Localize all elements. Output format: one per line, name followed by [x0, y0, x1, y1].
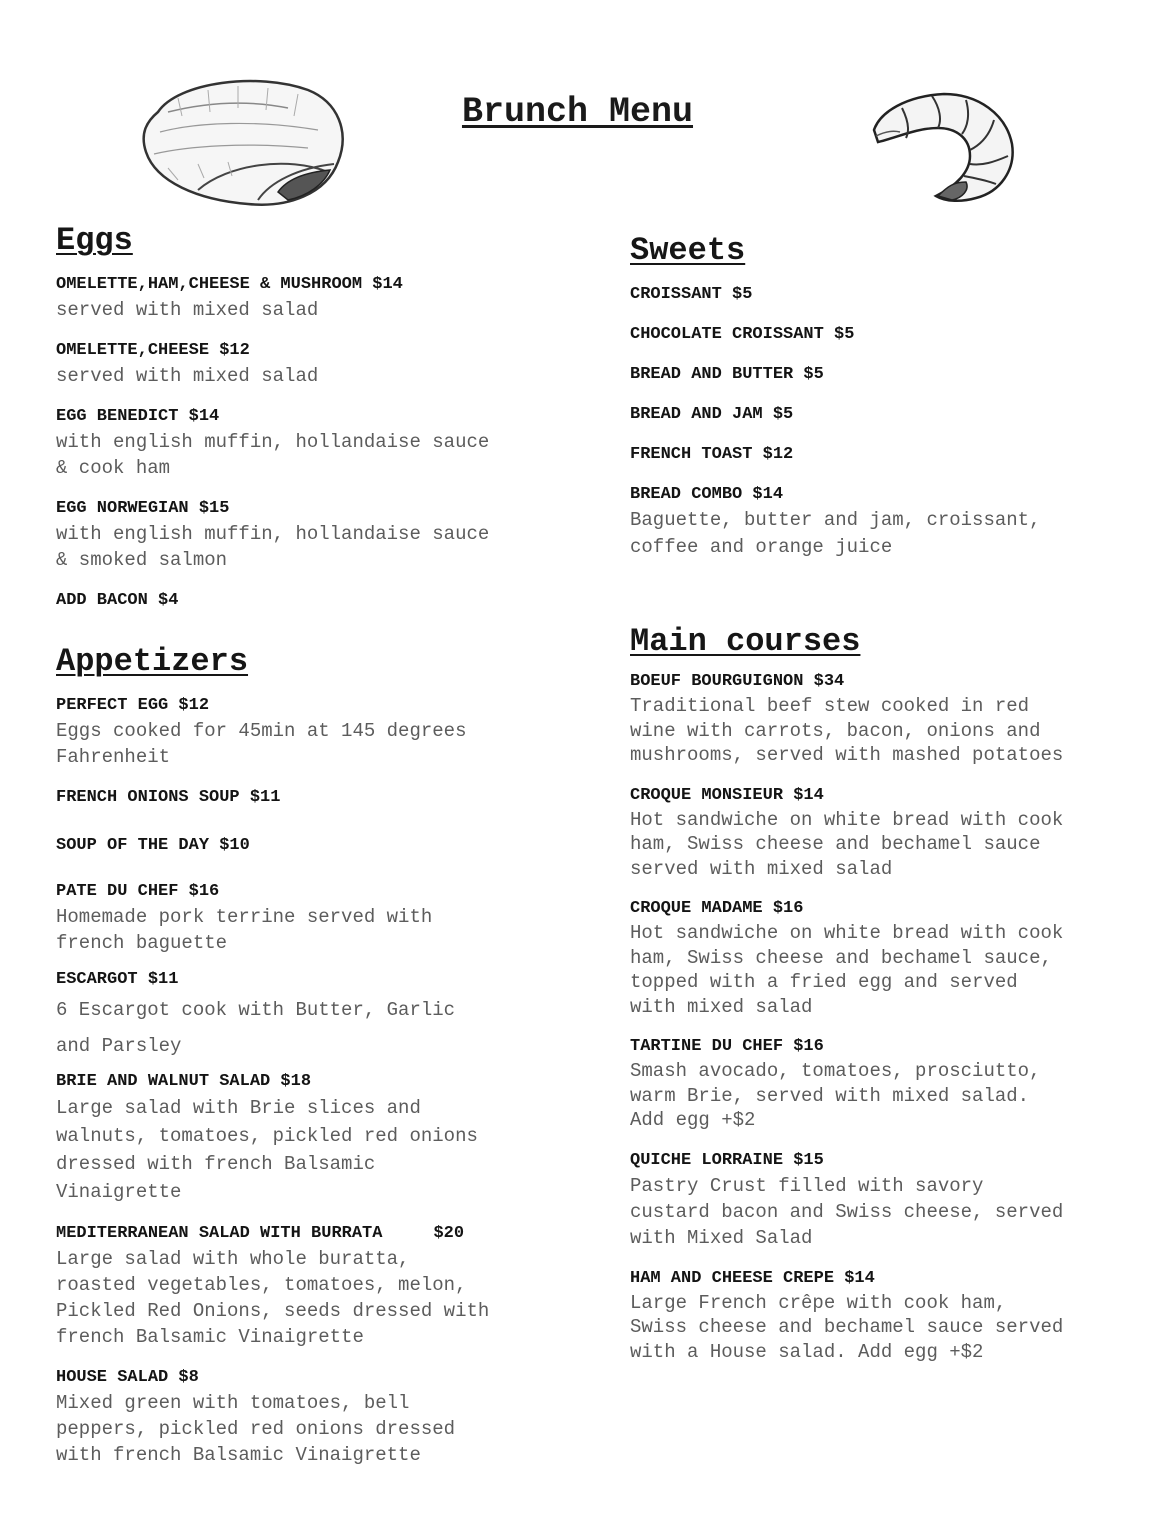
item-name: HOUSE SALAD $8 [56, 1368, 199, 1387]
item-name: CROQUE MONSIEUR $14 [630, 785, 824, 805]
menu-item [56, 694, 576, 770]
item-name: BRIE AND WALNUT SALAD $18 [56, 1072, 312, 1091]
item-name: FRENCH TOAST $12 [630, 445, 794, 464]
item-name: OMELETTE,CHEESE $12 [56, 341, 250, 360]
item-description: Smash avocado, tomatoes, prosciutto, warm Brie, served with mixed salad. Add egg +$2 [630, 1060, 1041, 1131]
item-name: PATE DU CHEF $16 [56, 882, 220, 901]
item-name: CHOCOLATE CROISSANT $5 [630, 325, 855, 344]
menu-item [630, 897, 1150, 1019]
menu-item [56, 880, 576, 956]
eggs-section [56, 222, 576, 613]
item-description: served with mixed salad [56, 299, 319, 321]
item-name: ESCARGOT $11 [56, 970, 179, 989]
menu-item [630, 784, 1150, 882]
pain-au-chocolat-illustration [138, 72, 354, 212]
menu-item [630, 483, 1150, 561]
item-name: EGG BENEDICT $14 [56, 407, 220, 426]
croissant-illustration [866, 86, 1018, 206]
item-name: CROISSANT $5 [630, 285, 753, 304]
menu-item [56, 1366, 576, 1468]
item-name: TARTINE DU CHEF $16 [630, 1037, 824, 1056]
menu-item [630, 1149, 1150, 1251]
menu-item [56, 1070, 576, 1206]
main-courses-heading: Main courses [630, 623, 861, 660]
appetizers-heading: Appetizers [56, 643, 249, 680]
item-description: 6 Escargot cook with Butter, Garlic and Parsley [56, 999, 456, 1057]
item-name: PERFECT EGG $12 [56, 696, 210, 715]
item-name: ADD BACON $4 [56, 591, 179, 610]
menu-item [56, 1222, 576, 1350]
item-description: Homemade pork terrine served with french baguette [56, 906, 433, 954]
item-name: OMELETTE,HAM,CHEESE & MUSHROOM $14 [56, 275, 403, 294]
item-description: Large French crêpe with cook ham, Swiss cheese and bechamel sauce served with a House salad. Add egg +$2 [630, 1291, 1064, 1363]
item-description: with english muffin, hollandaise sauce & smoked salmon [56, 523, 490, 571]
item-name: CROQUE MADAME $16 [630, 899, 804, 918]
menu-item [56, 968, 576, 1064]
menu-item [56, 405, 576, 481]
item-name: BREAD COMBO $14 [630, 485, 784, 504]
eggs-heading: Eggs [56, 222, 133, 259]
item-description: Hot sandwiche on white bread with cook ham, Swiss cheese and bechamel sauce served with mixed salad [630, 808, 1064, 880]
item-description: Mixed green with tomatoes, bell peppers, pickled red onions dressed with french Balsamic Vinaigrette [56, 1392, 456, 1466]
appetizers-section [56, 643, 576, 1468]
left-column [56, 222, 576, 1484]
menu-item [56, 589, 576, 613]
menu-item [630, 283, 1150, 307]
item-name: SOUP OF THE DAY $10 [56, 836, 250, 855]
menu-item [630, 363, 1150, 387]
item-description: Eggs cooked for 45min at 145 degrees Fahrenheit [56, 720, 467, 768]
item-name: MEDITERRANEAN SALAD WITH BURRATA $20 [56, 1224, 465, 1243]
item-description: Large salad with whole buratta, roasted vegetables, tomatoes, melon, Pickled Red Onions, seeds dressed with french Balsamic Vinaigrette [56, 1248, 490, 1348]
item-name: HAM AND CHEESE CREPE $14 [630, 1268, 875, 1288]
item-description: Hot sandwiche on white bread with cook ham, Swiss cheese and bechamel sauce, topped with a fried egg and served with mixed salad [630, 922, 1064, 1018]
menu-title: Brunch Menu [461, 92, 694, 132]
item-name: BREAD AND JAM $5 [630, 405, 794, 424]
item-description: Traditional beef stew cooked in red wine with carrots, bacon, onions and mushrooms, served with mashed potatoes [630, 695, 1064, 766]
item-description: with english muffin, hollandaise sauce & cook ham [56, 431, 490, 479]
item-name: FRENCH ONIONS SOUP $11 [56, 788, 281, 807]
menu-item [630, 323, 1150, 347]
menu-item [56, 339, 576, 389]
main-courses-section [630, 623, 1150, 1364]
menu-item [630, 403, 1150, 427]
item-description: Pastry Crust filled with savory custard bacon and Swiss cheese, served with Mixed Salad [630, 1174, 1064, 1249]
menu-item [630, 670, 1150, 768]
item-name: BREAD AND BUTTER $5 [630, 365, 824, 384]
item-name: BOEUF BOURGUIGNON $34 [630, 672, 845, 691]
menu-item [630, 1035, 1150, 1133]
item-description: served with mixed salad [56, 365, 319, 387]
sweets-heading: Sweets [630, 232, 746, 269]
menu-item [56, 273, 576, 323]
sweets-section [630, 232, 1150, 561]
item-description: Large salad with Brie slices and walnuts, tomatoes, pickled red onions dressed with french Balsamic Vinaigrette [56, 1097, 478, 1203]
item-name: QUICHE LORRAINE $15 [630, 1150, 824, 1170]
item-description: Baguette, butter and jam, croissant, coffee and orange juice [630, 509, 1041, 558]
menu-item [630, 1267, 1150, 1365]
menu-item [56, 786, 576, 810]
menu-item [56, 834, 576, 858]
right-column [630, 232, 1150, 1380]
item-name: EGG NORWEGIAN $15 [56, 499, 230, 518]
menu-item [56, 497, 576, 573]
menu-item [630, 443, 1150, 467]
